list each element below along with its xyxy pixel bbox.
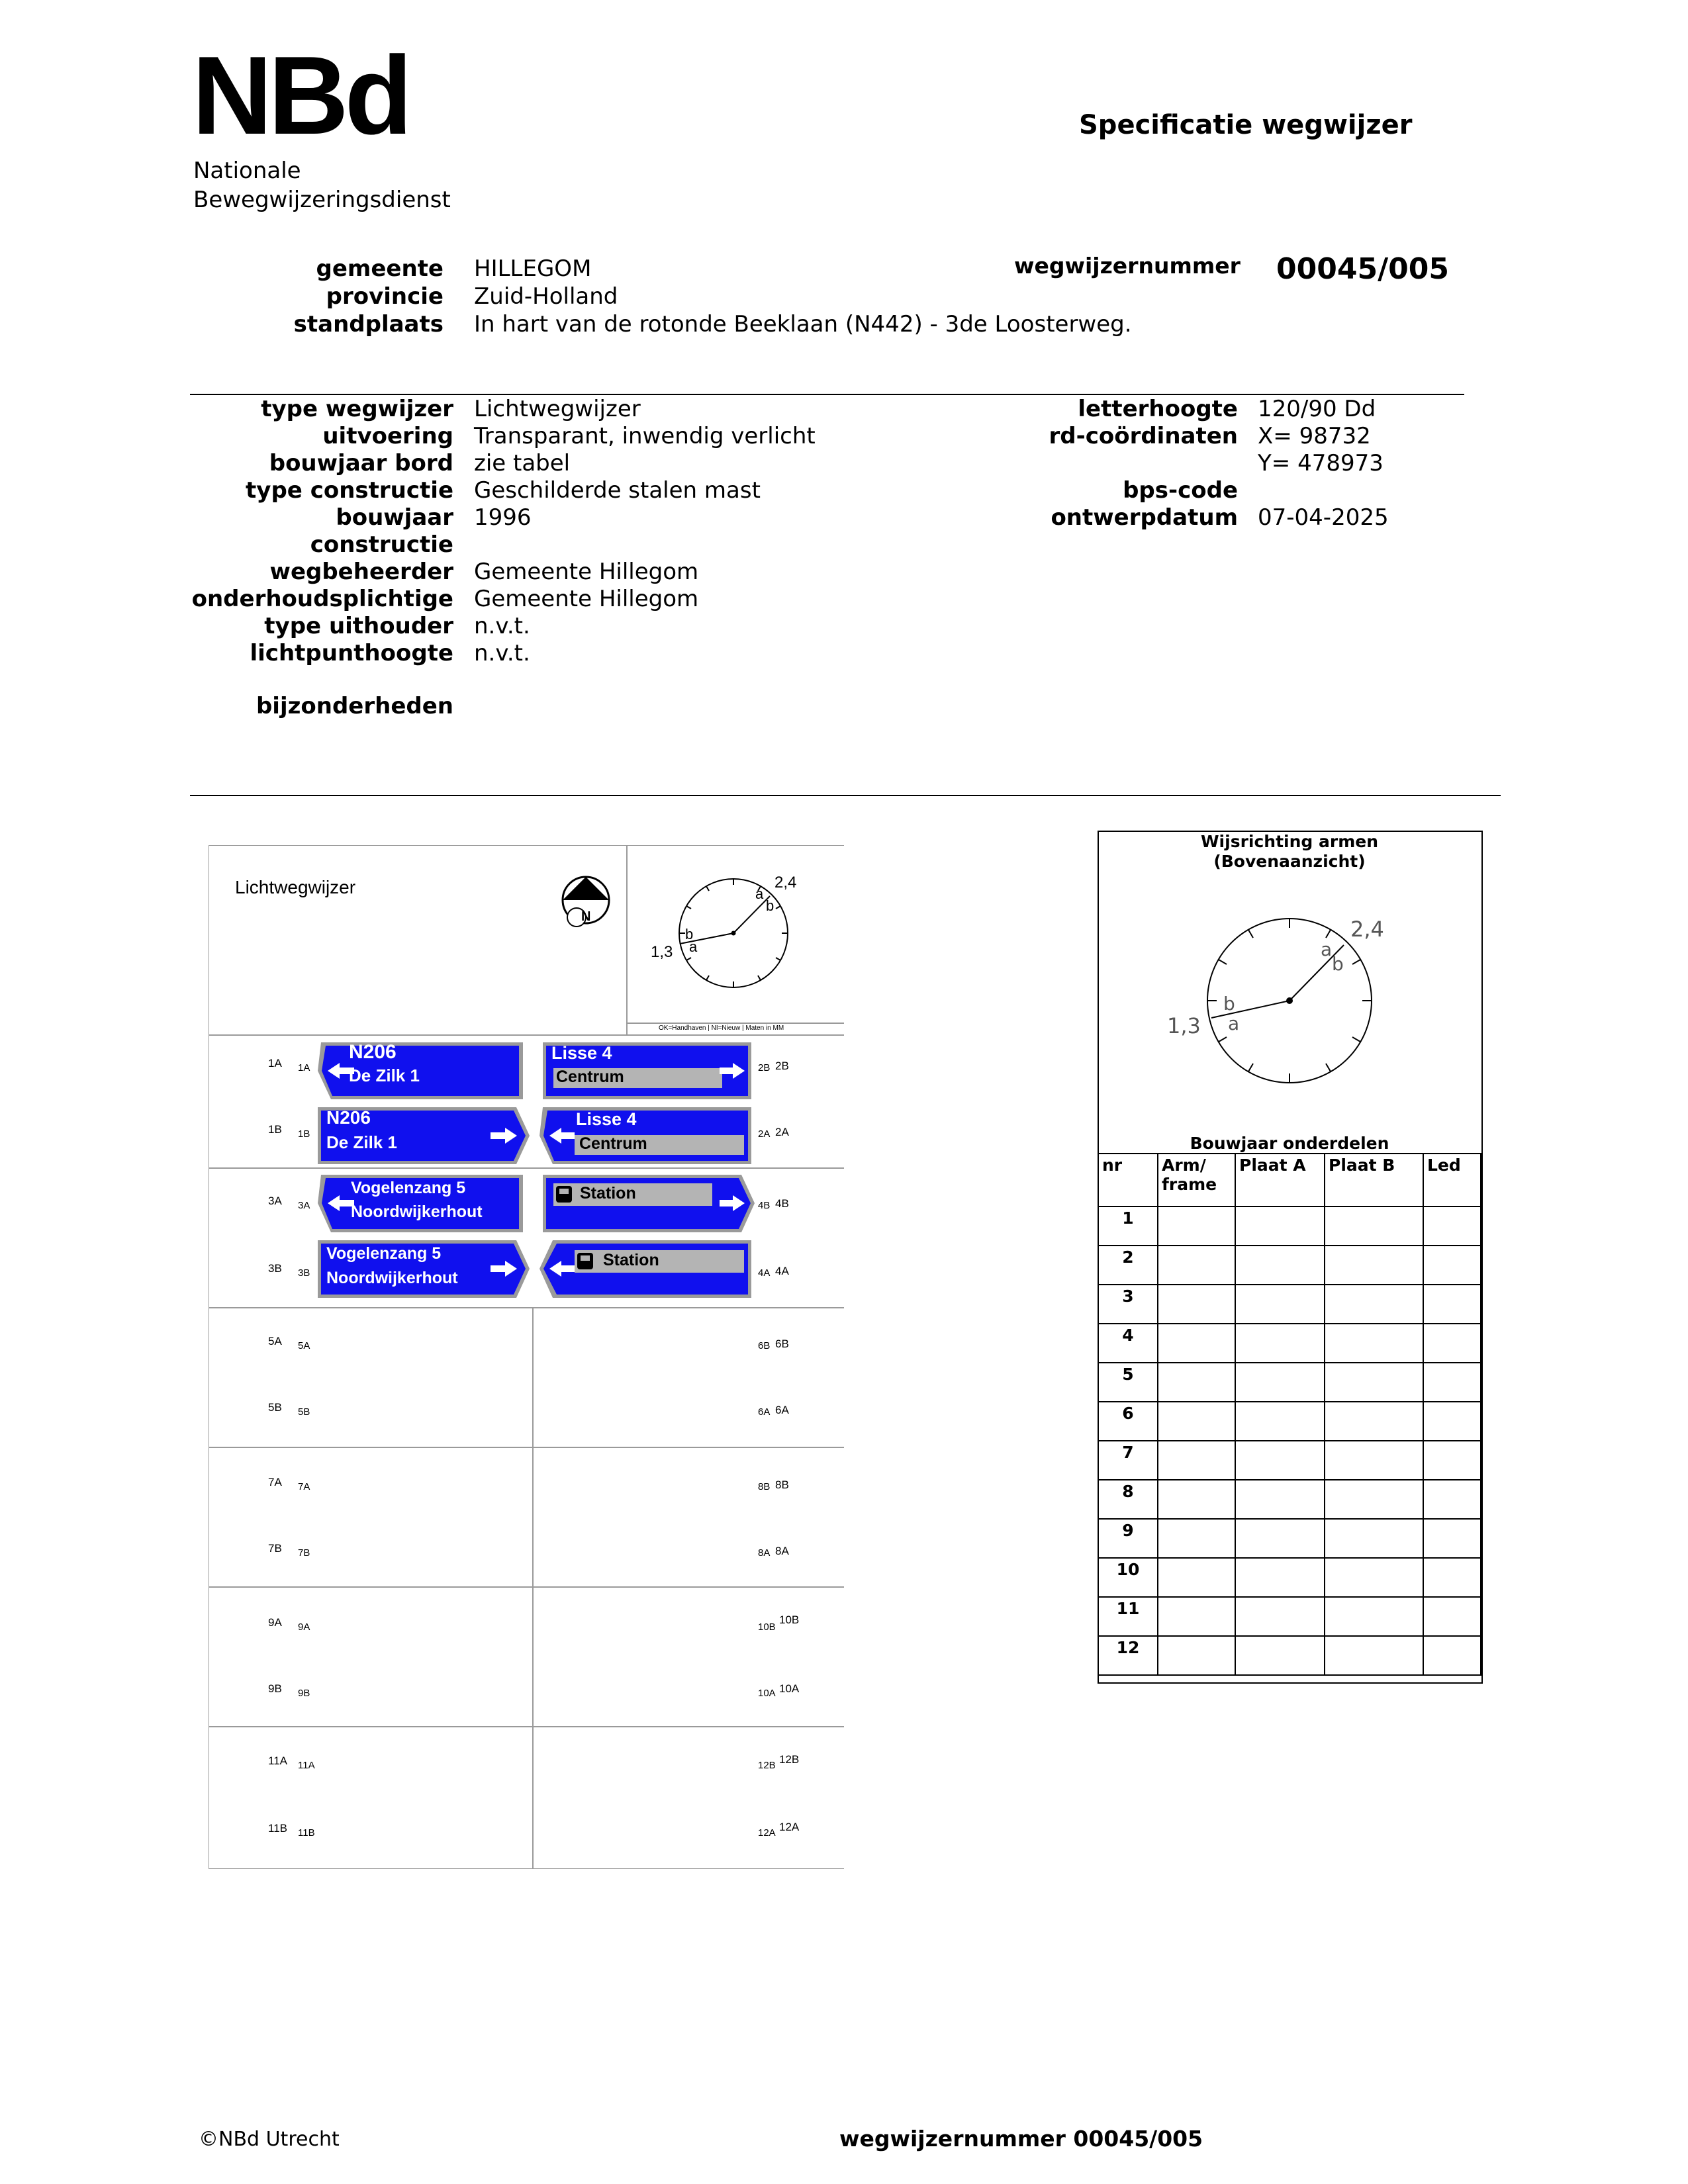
compass-b-upper: b: [766, 897, 774, 914]
table-row: [1098, 1324, 1481, 1363]
row-label-10A: 10A: [779, 1682, 800, 1695]
row-label-10B: 10B: [779, 1614, 800, 1626]
row-label-3A: 3A: [298, 1200, 310, 1211]
row-label-6A-inner: 6A: [758, 1406, 771, 1418]
row-label-9B: 9B: [298, 1688, 310, 1699]
header-led: Led: [1423, 1154, 1481, 1206]
panel-title: Lichtwegwijzer: [235, 877, 356, 897]
sign-4B: [543, 1175, 755, 1232]
onderhoudsplichtige-value: Gemeente Hillegom: [474, 586, 699, 612]
row-label-7A: 7A: [298, 1481, 310, 1492]
compass-b-lower: b: [685, 926, 694, 942]
row-nr: 1: [1098, 1206, 1158, 1246]
row-label-9B-outer: 9B: [268, 1682, 282, 1695]
header-plaat-a: Plaat A: [1235, 1154, 1325, 1206]
row-nr: 8: [1098, 1480, 1158, 1519]
divider-bottom: [190, 795, 1501, 796]
sign-1A-line-1: N206: [349, 1041, 397, 1063]
bouwjaar-constructie-value: 1996: [474, 504, 532, 531]
row-label-5B-outer: 5B: [268, 1401, 282, 1414]
row-label-11A: 11A: [298, 1760, 315, 1771]
direction-title: [1099, 832, 1480, 872]
type-constructie-label: type constructie: [246, 477, 453, 504]
type-uithouder-value: n.v.t.: [474, 613, 530, 639]
row-label-7A-outer: 7A: [268, 1476, 282, 1488]
row-label-8A: 8A: [775, 1545, 789, 1557]
direction-a-upper: a: [1321, 938, 1333, 960]
table-row: [1098, 1363, 1481, 1402]
ontwerpdatum-label: ontwerpdatum: [1051, 504, 1238, 531]
logo-line-2: Bewegwijzeringsdienst: [193, 187, 451, 213]
train-icon-2: [577, 1253, 593, 1269]
table-row: [1098, 1402, 1481, 1441]
row-nr: 3: [1098, 1285, 1158, 1324]
compass-label-13: 1,3: [651, 943, 673, 961]
table-row: [1098, 1246, 1481, 1285]
sign-1B-line-2: De Zilk 1: [326, 1132, 397, 1152]
row-label-6B: 6B: [775, 1338, 789, 1350]
wegbeheerder-label: wegbeheerder: [269, 559, 453, 585]
nbd-logo: NBd: [192, 33, 409, 158]
row-nr: 5: [1098, 1363, 1158, 1402]
rd-x-value: X= 98732: [1258, 423, 1371, 449]
row-label-4B: 4B: [775, 1197, 789, 1210]
gemeente-label: gemeente: [316, 255, 444, 282]
type-constructie-value: Geschilderde stalen mast: [474, 477, 761, 504]
row-label-10B-inner: 10B: [758, 1621, 776, 1633]
row-nr: 9: [1098, 1519, 1158, 1558]
compass-large-icon: [1099, 887, 1480, 1105]
ontwerpdatum-value: 07-04-2025: [1258, 504, 1389, 531]
sign-4A-text: Station: [603, 1251, 659, 1269]
row-label-9A: 9A: [298, 1621, 310, 1633]
sign-1A-line-2: De Zilk 1: [349, 1066, 420, 1085]
row-label-1B-outer: 1B: [268, 1123, 282, 1136]
row-label-8A-inner: 8A: [758, 1547, 771, 1559]
sign-panel: [209, 845, 844, 1869]
row-label-5A-outer: 5A: [268, 1335, 282, 1347]
parts-table-title: Bouwjaar onderdelen: [1190, 1134, 1389, 1153]
rd-y-value: Y= 478973: [1258, 450, 1383, 477]
row-label-2B-inner: 2B: [758, 1062, 771, 1073]
row-label-2B: 2B: [775, 1060, 789, 1072]
uitvoering-label: uitvoering: [322, 423, 453, 449]
train-icon: [556, 1186, 572, 1203]
row-label-11B: 11B: [298, 1827, 315, 1839]
row-label-12B-inner: 12B: [758, 1760, 776, 1771]
type-uithouder-label: type uithouder: [264, 613, 453, 639]
bps-code-label: bps-code: [1123, 477, 1238, 504]
compass-a-lower: a: [689, 938, 698, 955]
direction-title-2: (Bovenaanzicht): [1213, 852, 1366, 871]
divider-top: [190, 394, 1464, 395]
bouwjaar-constructie-label: bouwjaar: [336, 504, 453, 531]
sign-3A-line-1: Vogelenzang 5: [351, 1179, 466, 1197]
sign-4B-text: Station: [580, 1184, 636, 1203]
north-label: N: [581, 909, 591, 924]
row-label-4A: 4A: [775, 1265, 789, 1277]
sign-2B-line-2: Centrum: [556, 1068, 624, 1086]
row-label-6B-inner: 6B: [758, 1340, 771, 1351]
row-label-8B: 8B: [775, 1479, 789, 1491]
bijzonderheden-label: bijzonderheden: [256, 693, 453, 719]
type-wegwijzer-value: Lichtwegwijzer: [474, 396, 641, 422]
type-wegwijzer-label: type wegwijzer: [261, 396, 453, 422]
document-title: Specificatie wegwijzer: [1079, 110, 1413, 140]
direction-label-13: 1,3: [1167, 1013, 1201, 1038]
footer-wegwijzernummer: wegwijzernummer 00045/005: [839, 2126, 1203, 2152]
row-nr: 10: [1098, 1558, 1158, 1597]
onderhoudsplichtige-label: onderhoudsplichtige: [191, 586, 453, 612]
row-label-1B: 1B: [298, 1128, 310, 1140]
row-label-5B: 5B: [298, 1406, 310, 1418]
compass-a-upper: a: [755, 886, 764, 902]
standplaats-value: In hart van de rotonde Beeklaan (N442) - 3de Loosterweg.: [474, 311, 1132, 338]
row-label-1A-outer: 1A: [268, 1057, 282, 1069]
row-label-11B-outer: 11B: [268, 1822, 287, 1835]
sign-3A-line-2: Noordwijkerhout: [351, 1203, 483, 1221]
row-label-2A-inner: 2A: [758, 1128, 771, 1140]
panel-legend: OK=Handhaven | NI=Nieuw | Maten in MM: [659, 1024, 784, 1032]
header-nr: nr: [1098, 1154, 1158, 1206]
direction-b-lower: b: [1223, 993, 1235, 1015]
direction-a-lower: a: [1228, 1013, 1240, 1034]
table-row: [1098, 1480, 1481, 1519]
sign-1B-line-1: N206: [326, 1107, 371, 1128]
table-row: [1098, 1636, 1481, 1675]
table-row: [1098, 1597, 1481, 1636]
panel-grid: [209, 845, 844, 1869]
row-nr: 12: [1098, 1636, 1158, 1675]
row-nr: 7: [1098, 1441, 1158, 1480]
provincie-value: Zuid-Holland: [474, 283, 618, 310]
row-label-7B-outer: 7B: [268, 1542, 282, 1555]
header-plaat-b: Plaat B: [1325, 1154, 1423, 1206]
table-row: [1098, 1558, 1481, 1597]
table-row: [1098, 1206, 1481, 1246]
sign-3B-line-2: Noordwijkerhout: [326, 1269, 458, 1287]
table-row: [1098, 1285, 1481, 1324]
bouwjaar-constructie-label-2: constructie: [310, 531, 453, 558]
row-label-11A-outer: 11A: [268, 1754, 287, 1767]
sign-2B-line-1: Lisse 4: [551, 1043, 612, 1063]
letterhoogte-label: letterhoogte: [1078, 396, 1238, 422]
row-nr: 2: [1098, 1246, 1158, 1285]
row-label-3B: 3B: [298, 1267, 310, 1279]
sign-2A-line-2: Centrum: [579, 1134, 647, 1153]
wegwijzernummer-label: wegwijzernummer: [1014, 253, 1241, 279]
provincie-label: provincie: [326, 283, 444, 310]
compass-label-24: 2,4: [774, 874, 797, 891]
row-nr: 11: [1098, 1597, 1158, 1636]
bouwjaar-bord-value: zie tabel: [474, 450, 571, 477]
row-label-4A-inner: 4A: [758, 1267, 771, 1279]
row-label-12B: 12B: [779, 1753, 800, 1766]
logo-line-1: Nationale: [193, 158, 301, 184]
parts-table: [1098, 1153, 1481, 1676]
sign-3B-line-1: Vogelenzang 5: [326, 1244, 442, 1263]
table-row: [1098, 1519, 1481, 1558]
lichtpunthoogte-label: lichtpunthoogte: [250, 640, 453, 666]
row-label-1A: 1A: [298, 1062, 310, 1073]
parts-table-header: [1098, 1154, 1481, 1206]
wegbeheerder-value: Gemeente Hillegom: [474, 559, 699, 585]
row-label-10A-inner: 10A: [758, 1688, 776, 1699]
row-label-8B-inner: 8B: [758, 1481, 771, 1492]
compass-small-icon: [679, 879, 788, 987]
row-nr: 6: [1098, 1402, 1158, 1441]
uitvoering-value: Transparant, inwendig verlicht: [474, 423, 816, 449]
row-label-3B-outer: 3B: [268, 1262, 282, 1275]
row-nr: 4: [1098, 1324, 1158, 1363]
letterhoogte-value: 120/90 Dd: [1258, 396, 1376, 422]
table-row: [1098, 1441, 1481, 1480]
lichtpunthoogte-value: n.v.t.: [474, 640, 530, 666]
row-label-12A-inner: 12A: [758, 1827, 776, 1839]
row-label-9A-outer: 9A: [268, 1616, 282, 1629]
direction-b-upper: b: [1332, 953, 1344, 975]
footer-copyright: ©NBd Utrecht: [199, 2128, 340, 2151]
row-label-5A: 5A: [298, 1340, 310, 1351]
row-label-12A: 12A: [779, 1821, 800, 1833]
standplaats-label: standplaats: [293, 311, 444, 338]
direction-title-1: Wijsrichting armen: [1200, 832, 1379, 851]
row-label-2A: 2A: [775, 1126, 789, 1138]
direction-label-24: 2,4: [1350, 917, 1384, 942]
row-label-7B: 7B: [298, 1547, 310, 1559]
header-arm-frame: Arm/ frame: [1158, 1154, 1235, 1206]
gemeente-value: HILLEGOM: [474, 255, 592, 282]
rd-coordinaten-label: rd-coördinaten: [1049, 423, 1238, 449]
wegwijzernummer-value: 00045/005: [1276, 252, 1449, 286]
row-label-6A: 6A: [775, 1404, 789, 1416]
sign-2A-line-1: Lisse 4: [576, 1109, 637, 1129]
row-label-3A-outer: 3A: [268, 1195, 282, 1207]
row-label-4B-inner: 4B: [758, 1200, 771, 1211]
bouwjaar-bord-label: bouwjaar bord: [269, 450, 453, 477]
